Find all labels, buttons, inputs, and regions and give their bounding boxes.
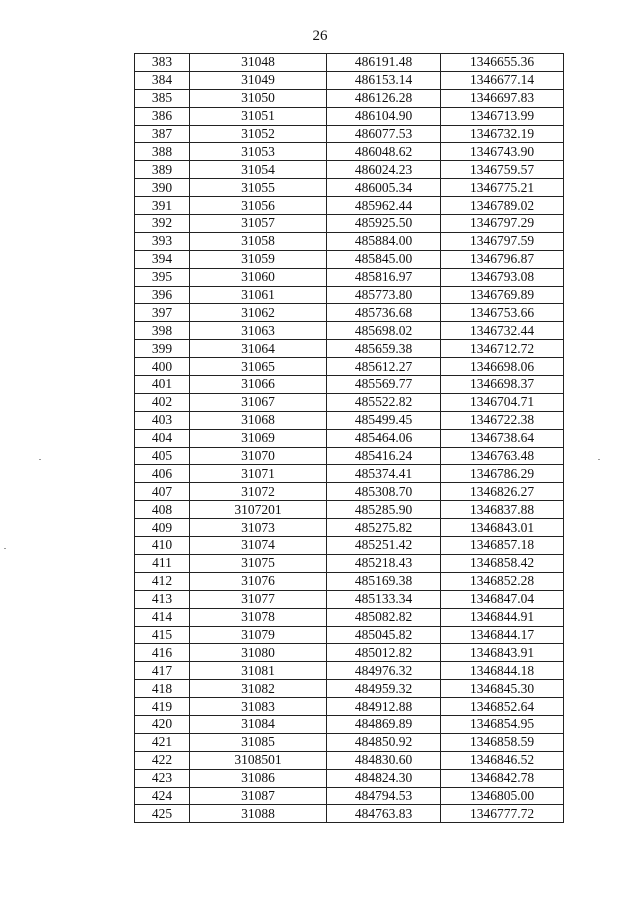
point-id-cell: 31053	[190, 143, 327, 161]
y-coordinate-cell: 1346738.64	[441, 429, 564, 447]
point-number-cell: 423	[135, 769, 190, 787]
point-id-cell: 31065	[190, 358, 327, 376]
point-number-cell: 405	[135, 447, 190, 465]
x-coordinate-cell: 484869.89	[327, 715, 441, 733]
table-row	[135, 322, 564, 340]
x-coordinate-cell: 486153.14	[327, 71, 441, 89]
x-coordinate-cell: 486104.90	[327, 107, 441, 125]
point-number-cell: 411	[135, 554, 190, 572]
y-coordinate-cell: 1346704.71	[441, 393, 564, 411]
y-coordinate-cell: 1346698.06	[441, 358, 564, 376]
point-id-cell: 31059	[190, 250, 327, 268]
table-row	[135, 608, 564, 626]
table-row	[135, 662, 564, 680]
point-number-cell: 400	[135, 358, 190, 376]
point-number-cell: 425	[135, 805, 190, 823]
point-number-cell: 412	[135, 572, 190, 590]
point-id-cell: 31054	[190, 161, 327, 179]
y-coordinate-cell: 1346743.90	[441, 143, 564, 161]
table-row	[135, 376, 564, 394]
point-number-cell: 396	[135, 286, 190, 304]
point-id-cell: 31077	[190, 590, 327, 608]
table-row	[135, 447, 564, 465]
table-row	[135, 215, 564, 233]
x-coordinate-cell: 485845.00	[327, 250, 441, 268]
point-id-cell: 31048	[190, 54, 327, 72]
y-coordinate-cell: 1346793.08	[441, 268, 564, 286]
point-number-cell: 422	[135, 751, 190, 769]
point-id-cell: 31052	[190, 125, 327, 143]
y-coordinate-cell: 1346858.59	[441, 733, 564, 751]
y-coordinate-cell: 1346844.18	[441, 662, 564, 680]
point-id-cell: 31071	[190, 465, 327, 483]
point-number-cell: 407	[135, 483, 190, 501]
point-number-cell: 404	[135, 429, 190, 447]
y-coordinate-cell: 1346852.64	[441, 698, 564, 716]
point-id-cell: 3108501	[190, 751, 327, 769]
point-number-cell: 391	[135, 197, 190, 215]
y-coordinate-cell: 1346797.29	[441, 215, 564, 233]
y-coordinate-cell: 1346843.01	[441, 519, 564, 537]
x-coordinate-cell: 485884.00	[327, 232, 441, 250]
x-coordinate-cell: 485773.80	[327, 286, 441, 304]
x-coordinate-cell: 484850.92	[327, 733, 441, 751]
point-number-cell: 395	[135, 268, 190, 286]
y-coordinate-cell: 1346697.83	[441, 89, 564, 107]
x-coordinate-cell: 485569.77	[327, 376, 441, 394]
y-coordinate-cell: 1346842.78	[441, 769, 564, 787]
y-coordinate-cell: 1346769.89	[441, 286, 564, 304]
point-number-cell: 387	[135, 125, 190, 143]
x-coordinate-cell: 485522.82	[327, 393, 441, 411]
point-number-cell: 418	[135, 680, 190, 698]
x-coordinate-cell: 485308.70	[327, 483, 441, 501]
point-number-cell: 421	[135, 733, 190, 751]
point-id-cell: 31073	[190, 519, 327, 537]
point-id-cell: 31083	[190, 698, 327, 716]
table-row	[135, 554, 564, 572]
point-id-cell: 3107201	[190, 501, 327, 519]
point-number-cell: 401	[135, 376, 190, 394]
table-row	[135, 107, 564, 125]
x-coordinate-cell: 484794.53	[327, 787, 441, 805]
x-coordinate-cell: 484830.60	[327, 751, 441, 769]
point-number-cell: 385	[135, 89, 190, 107]
y-coordinate-cell: 1346777.72	[441, 805, 564, 823]
point-id-cell: 31062	[190, 304, 327, 322]
table-row	[135, 590, 564, 608]
table-row	[135, 393, 564, 411]
point-number-cell: 394	[135, 250, 190, 268]
x-coordinate-cell: 485374.41	[327, 465, 441, 483]
x-coordinate-cell: 484959.32	[327, 680, 441, 698]
point-id-cell: 31049	[190, 71, 327, 89]
table-row	[135, 89, 564, 107]
y-coordinate-cell: 1346655.36	[441, 54, 564, 72]
point-id-cell: 31051	[190, 107, 327, 125]
x-coordinate-cell: 485698.02	[327, 322, 441, 340]
x-coordinate-cell: 486024.23	[327, 161, 441, 179]
point-number-cell: 393	[135, 232, 190, 250]
x-coordinate-cell: 485925.50	[327, 215, 441, 233]
table-row	[135, 769, 564, 787]
point-number-cell: 415	[135, 626, 190, 644]
y-coordinate-cell: 1346732.44	[441, 322, 564, 340]
x-coordinate-cell: 486048.62	[327, 143, 441, 161]
y-coordinate-cell: 1346722.38	[441, 411, 564, 429]
scan-speck	[4, 548, 6, 549]
point-id-cell: 31069	[190, 429, 327, 447]
point-id-cell: 31067	[190, 393, 327, 411]
y-coordinate-cell: 1346786.29	[441, 465, 564, 483]
point-number-cell: 406	[135, 465, 190, 483]
y-coordinate-cell: 1346712.72	[441, 340, 564, 358]
table-row	[135, 197, 564, 215]
scan-speck	[39, 459, 41, 460]
point-id-cell: 31055	[190, 179, 327, 197]
point-number-cell: 399	[135, 340, 190, 358]
table-row	[135, 179, 564, 197]
x-coordinate-cell: 486126.28	[327, 89, 441, 107]
point-id-cell: 31058	[190, 232, 327, 250]
table-row	[135, 680, 564, 698]
x-coordinate-cell: 486077.53	[327, 125, 441, 143]
table-row	[135, 411, 564, 429]
y-coordinate-cell: 1346846.52	[441, 751, 564, 769]
point-id-cell: 31084	[190, 715, 327, 733]
table-row	[135, 54, 564, 72]
table-row	[135, 71, 564, 89]
point-number-cell: 383	[135, 54, 190, 72]
table-row	[135, 698, 564, 716]
table-row	[135, 644, 564, 662]
y-coordinate-cell: 1346852.28	[441, 572, 564, 590]
x-coordinate-cell: 485045.82	[327, 626, 441, 644]
point-id-cell: 31078	[190, 608, 327, 626]
y-coordinate-cell: 1346837.88	[441, 501, 564, 519]
x-coordinate-cell: 485659.38	[327, 340, 441, 358]
table-row	[135, 572, 564, 590]
table-row	[135, 501, 564, 519]
point-number-cell: 408	[135, 501, 190, 519]
y-coordinate-cell: 1346858.42	[441, 554, 564, 572]
table-row	[135, 143, 564, 161]
point-id-cell: 31070	[190, 447, 327, 465]
y-coordinate-cell: 1346677.14	[441, 71, 564, 89]
point-id-cell: 31081	[190, 662, 327, 680]
point-id-cell: 31082	[190, 680, 327, 698]
coordinates-table	[134, 53, 564, 823]
point-id-cell: 31057	[190, 215, 327, 233]
point-id-cell: 31060	[190, 268, 327, 286]
point-number-cell: 398	[135, 322, 190, 340]
x-coordinate-cell: 485218.43	[327, 554, 441, 572]
point-number-cell: 386	[135, 107, 190, 125]
table-row	[135, 483, 564, 501]
point-number-cell: 424	[135, 787, 190, 805]
x-coordinate-cell: 484763.83	[327, 805, 441, 823]
x-coordinate-cell: 485736.68	[327, 304, 441, 322]
point-number-cell: 409	[135, 519, 190, 537]
table-row	[135, 519, 564, 537]
point-id-cell: 31086	[190, 769, 327, 787]
y-coordinate-cell: 1346713.99	[441, 107, 564, 125]
point-id-cell: 31074	[190, 537, 327, 555]
y-coordinate-cell: 1346775.21	[441, 179, 564, 197]
x-coordinate-cell: 485251.42	[327, 537, 441, 555]
point-number-cell: 420	[135, 715, 190, 733]
y-coordinate-cell: 1346844.91	[441, 608, 564, 626]
point-id-cell: 31080	[190, 644, 327, 662]
x-coordinate-cell: 486191.48	[327, 54, 441, 72]
table-row	[135, 715, 564, 733]
point-id-cell: 31050	[190, 89, 327, 107]
point-id-cell: 31063	[190, 322, 327, 340]
x-coordinate-cell: 484976.32	[327, 662, 441, 680]
coordinates-table-body	[135, 54, 564, 823]
y-coordinate-cell: 1346797.59	[441, 232, 564, 250]
point-number-cell: 416	[135, 644, 190, 662]
point-id-cell: 31088	[190, 805, 327, 823]
table-row	[135, 268, 564, 286]
x-coordinate-cell: 485499.45	[327, 411, 441, 429]
table-row	[135, 250, 564, 268]
y-coordinate-cell: 1346857.18	[441, 537, 564, 555]
point-number-cell: 392	[135, 215, 190, 233]
point-number-cell: 397	[135, 304, 190, 322]
table-row	[135, 304, 564, 322]
x-coordinate-cell: 485275.82	[327, 519, 441, 537]
table-row	[135, 340, 564, 358]
y-coordinate-cell: 1346753.66	[441, 304, 564, 322]
point-number-cell: 384	[135, 71, 190, 89]
x-coordinate-cell: 485012.82	[327, 644, 441, 662]
y-coordinate-cell: 1346698.37	[441, 376, 564, 394]
point-number-cell: 388	[135, 143, 190, 161]
y-coordinate-cell: 1346759.57	[441, 161, 564, 179]
point-id-cell: 31068	[190, 411, 327, 429]
point-number-cell: 390	[135, 179, 190, 197]
table-row	[135, 429, 564, 447]
table-row	[135, 358, 564, 376]
y-coordinate-cell: 1346732.19	[441, 125, 564, 143]
x-coordinate-cell: 485612.27	[327, 358, 441, 376]
y-coordinate-cell: 1346763.48	[441, 447, 564, 465]
table-row	[135, 733, 564, 751]
point-number-cell: 419	[135, 698, 190, 716]
x-coordinate-cell: 485464.06	[327, 429, 441, 447]
point-id-cell: 31079	[190, 626, 327, 644]
table-row	[135, 626, 564, 644]
point-id-cell: 31056	[190, 197, 327, 215]
point-number-cell: 402	[135, 393, 190, 411]
table-row	[135, 286, 564, 304]
y-coordinate-cell: 1346805.00	[441, 787, 564, 805]
x-coordinate-cell: 485169.38	[327, 572, 441, 590]
x-coordinate-cell: 484824.30	[327, 769, 441, 787]
table-row	[135, 537, 564, 555]
y-coordinate-cell: 1346826.27	[441, 483, 564, 501]
point-number-cell: 410	[135, 537, 190, 555]
point-id-cell: 31087	[190, 787, 327, 805]
page-number: 26	[312, 28, 328, 44]
point-id-cell: 31072	[190, 483, 327, 501]
point-number-cell: 389	[135, 161, 190, 179]
x-coordinate-cell: 485082.82	[327, 608, 441, 626]
point-number-cell: 403	[135, 411, 190, 429]
x-coordinate-cell: 485416.24	[327, 447, 441, 465]
table-row	[135, 751, 564, 769]
y-coordinate-cell: 1346789.02	[441, 197, 564, 215]
y-coordinate-cell: 1346796.87	[441, 250, 564, 268]
y-coordinate-cell: 1346854.95	[441, 715, 564, 733]
y-coordinate-cell: 1346847.04	[441, 590, 564, 608]
point-id-cell: 31061	[190, 286, 327, 304]
x-coordinate-cell: 486005.34	[327, 179, 441, 197]
table-row	[135, 787, 564, 805]
x-coordinate-cell: 485962.44	[327, 197, 441, 215]
y-coordinate-cell: 1346843.91	[441, 644, 564, 662]
scan-speck	[598, 459, 600, 460]
y-coordinate-cell: 1346845.30	[441, 680, 564, 698]
point-id-cell: 31064	[190, 340, 327, 358]
table-row	[135, 805, 564, 823]
point-id-cell: 31076	[190, 572, 327, 590]
table-row	[135, 232, 564, 250]
x-coordinate-cell: 485133.34	[327, 590, 441, 608]
point-id-cell: 31075	[190, 554, 327, 572]
table-row	[135, 125, 564, 143]
point-number-cell: 414	[135, 608, 190, 626]
table-row	[135, 465, 564, 483]
point-number-cell: 413	[135, 590, 190, 608]
point-number-cell: 417	[135, 662, 190, 680]
x-coordinate-cell: 484912.88	[327, 698, 441, 716]
point-id-cell: 31066	[190, 376, 327, 394]
x-coordinate-cell: 485285.90	[327, 501, 441, 519]
x-coordinate-cell: 485816.97	[327, 268, 441, 286]
point-id-cell: 31085	[190, 733, 327, 751]
table-row	[135, 161, 564, 179]
y-coordinate-cell: 1346844.17	[441, 626, 564, 644]
